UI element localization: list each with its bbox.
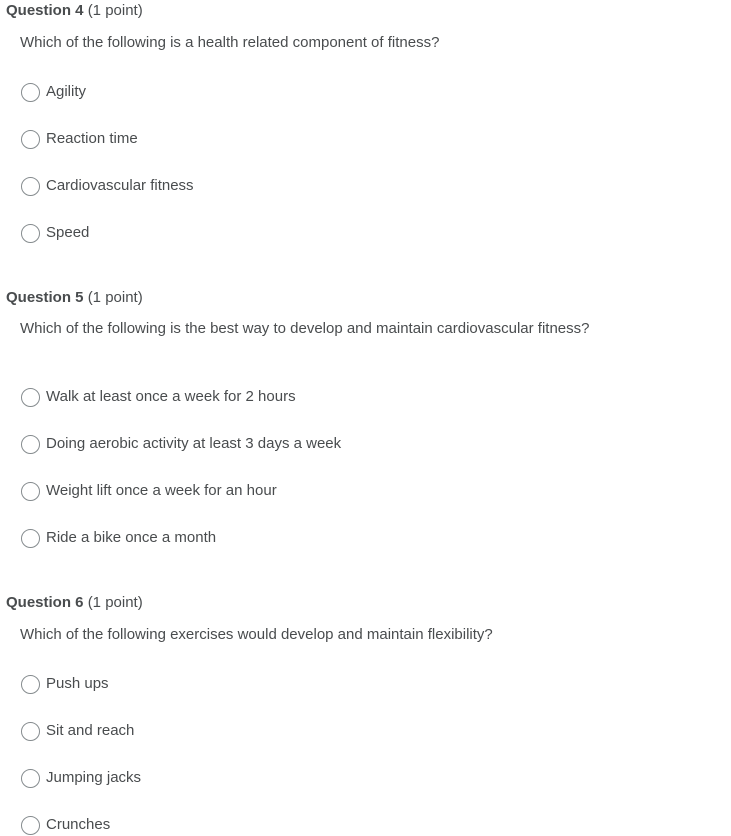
question-heading: [6, 592, 143, 614]
option-label[interactable]: Reaction time: [46, 130, 138, 147]
question-title: Question 5: [6, 289, 84, 306]
answer-option[interactable]: [21, 174, 194, 198]
question-heading: [6, 287, 143, 309]
answer-option[interactable]: [21, 80, 86, 104]
option-label[interactable]: Agility: [46, 83, 87, 100]
radio-button[interactable]: [21, 769, 40, 788]
radio-button[interactable]: [21, 816, 40, 835]
question-prompt: Which of the following exercises would develop and maintain flexibility?: [20, 626, 493, 643]
option-label[interactable]: Walk at least once a week for 2 hours: [46, 388, 296, 405]
answer-option[interactable]: [21, 766, 141, 790]
option-label[interactable]: Ride a bike once a month: [46, 529, 217, 546]
answer-option[interactable]: [21, 719, 134, 743]
radio-button[interactable]: [21, 435, 40, 454]
radio-button[interactable]: [21, 529, 40, 548]
option-label[interactable]: Speed: [46, 224, 90, 241]
question-prompt: Which of the following is the best way to develop and maintain cardiovascular fitness?: [20, 320, 590, 337]
radio-button[interactable]: [21, 177, 40, 196]
question-points: (1 point): [87, 289, 143, 306]
radio-button[interactable]: [21, 722, 40, 741]
question-points: (1 point): [87, 594, 143, 611]
question-title: Question 4: [6, 2, 84, 19]
radio-button[interactable]: [21, 224, 40, 243]
option-label[interactable]: Crunches: [46, 816, 111, 833]
answer-option[interactable]: [21, 672, 109, 696]
answer-option[interactable]: [21, 221, 89, 245]
answer-option[interactable]: [21, 813, 110, 836]
answer-option[interactable]: [21, 127, 138, 151]
option-label[interactable]: Sit and reach: [46, 722, 135, 739]
question-points: (1 point): [87, 2, 143, 19]
radio-button[interactable]: [21, 388, 40, 407]
option-label[interactable]: Push ups: [46, 675, 109, 692]
answer-option[interactable]: [21, 479, 277, 503]
question-prompt: Which of the following is a health related component of fitness?: [20, 34, 440, 51]
question-heading: [6, 0, 143, 22]
option-label[interactable]: Weight lift once a week for an hour: [46, 482, 277, 499]
radio-button[interactable]: [21, 83, 40, 102]
answer-option[interactable]: [21, 526, 216, 550]
option-label[interactable]: Jumping jacks: [46, 769, 142, 786]
radio-button[interactable]: [21, 130, 40, 149]
answer-option[interactable]: [21, 385, 296, 409]
question-title: Question 6: [6, 594, 84, 611]
option-label[interactable]: Cardiovascular fitness: [46, 177, 194, 194]
radio-button[interactable]: [21, 675, 40, 694]
radio-button[interactable]: [21, 482, 40, 501]
answer-option[interactable]: [21, 432, 341, 456]
option-label[interactable]: Doing aerobic activity at least 3 days a week: [46, 435, 342, 452]
